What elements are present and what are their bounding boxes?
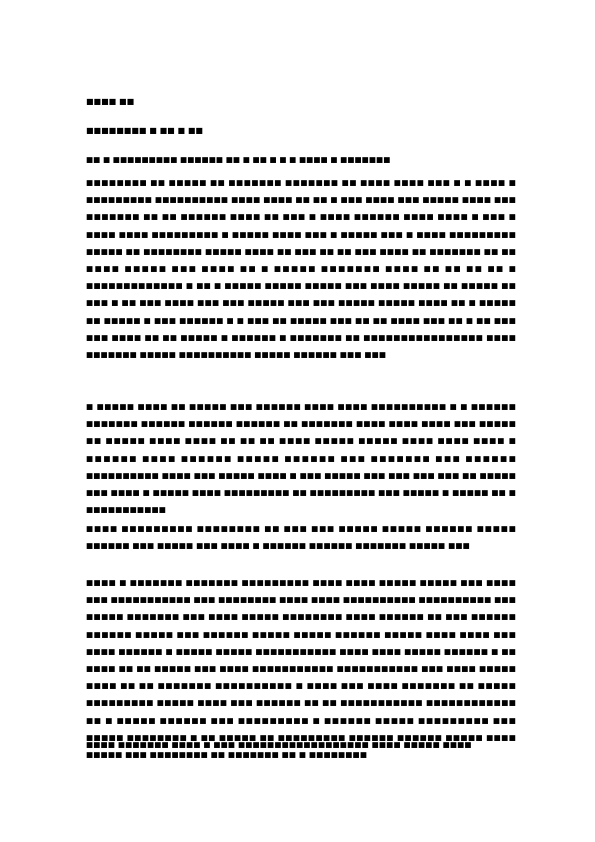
body-paragraph-1: ■■■■■■■■ ■■ ■■■■■ ■■ ■■■■■■■ ■■■■■■■ ■■ ■■■■ ■■■■ ■■■ ■ ■ ■■■■ ■ ■■■■■■■■■ ■■■■■■■■■■ ■■■■ ■■■■ ■■ ■■ ■ ■■■ ■■■■ ■■■ ■■■■■ ■■■■ ■■■ ■■■■■■■ ■■ ■■ ■■■■■■ ■■■■ ■■ ■■■ ■ ■■■■ ■■■■■■ ■■■■ ■■■■ ■ ■■■ ■ ■■■■ ■■■■ ■■■■■■■■■ ■ ■■■■■ ■■■■ ■■■ ■ ■■■■■ ■■■ ■ ■■■■ ■■■■■■■■■ ■■■■■ ■■ ■■■■■■■■ ■■■■■ ■■■■ ■■ ■■■ ■■ ■■ ■■■ ■■■■ ■■ ■■■■■■■ ■■ ■■ ■■■■ ■■■■■ ■■■ ■■■■ ■■ ■ ■■■■■ ■■■■■■■ ■■■■ ■■ ■■ ■■ ■■ ■ ■■■■■■■■■■■■■ ■ ■■ ■ ■■■■■ ■■■■■ ■■■■■ ■■■ ■■■■ ■■■■■ ■■ ■■■■■ ■■ ■■■ ■ ■■ ■■■ ■■■■ ■■■ ■■■ ■■■■■ ■■■ ■■■ ■■■■■ ■■■■■ ■■■■ ■■ ■ ■■■■■ ■■ ■■■■■ ■ ■■■ ■■■■■■ ■ ■ ■■■ ■■ ■■■■■ ■■■ ■■ ■■ ■■■■ ■■■ ■■ ■ ■■ ■■■ ■■■ ■■■■ ■■ ■■ ■■■■■ ■ ■■■■■■ ■ ■■■■■■■ ■■ ■■■■■■■■■■■■■■■■ ■■■■ ■■■■■■■ ■■■■■ ■■■■■■■■■■ ■■■■■ ■■■■■■ ■■■ ■■■ — [86, 178, 516, 360]
body-paragraph-2: ■ ■■■■■ ■■■■ ■■ ■■■■■ ■■■ ■■■■■■ ■■■■ ■■■■ ■■■■■■■■■■ ■ ■ ■■■■■■ ■■■■■■■ ■■■■■■ ■■■■■■ ■■■■■■ ■■ ■■■■■■■ ■■■■ ■■■■ ■■■■ ■■■ ■■■■■ ■■ ■■■■■ ■■■■ ■■■■ ■■ ■■ ■■ ■■■■ ■■■■■ ■■■■■ ■■■■ ■■■■ ■■■■ ■ ■■■■■■ ■■■■ ■■■■■■ ■■■■■ ■■■■■■ ■■■ ■■■■■■■ ■■■ ■■■■■■ ■■■■■■■■■■ ■■■■ ■■■ ■■■■■ ■■■■ ■ ■■■ ■■■■■ ■■■ ■■■ ■■■ ■■■ ■■ ■■■■■ ■■■ ■■■■ ■ ■■■■■ ■■■■ ■■■■■■■■■ ■■ ■■■■■■■■■ ■■■ ■■■■■ ■ ■■■■■ ■■ ■ ■■■■■■■■■■■ — [86, 402, 516, 515]
body-paragraph-4: ■■■■ ■ ■■■■■■■ ■■■■■■■ ■■■■■■■■■ ■■■■ ■■■■ ■■■■■ ■■■■■ ■■■ ■■■■ ■■■ ■■■■■■■■■■■ ■■■ ■■■■■■■■ ■■■■ ■■■■ ■■■■■■■■■■ ■■■■■■■■■■ ■■■ ■■■■■ ■■■■■■■ ■■■ ■■■■ ■■■■■ ■■■■■■■■ ■■■■ ■■■■■■ ■■ ■■■ ■■■■■■ ■■■■■■ ■■■■■ ■■■ ■■■■■■ ■■■■■ ■■■■■ ■■■■■■ ■■■■■ ■■■■ ■■■■ ■■■ ■■■■ ■■■■■■ ■ ■■■■■ ■■■■■ ■■■■■■■■■■■ ■■■■ ■■■■ ■■■■■ ■■■■■■ ■ ■■ ■■■■ ■■ ■■ ■■■■■ ■■■ ■■■■ ■■■■■■■■■■■ ■■■■■■■■■■■ ■■■ ■■■■ ■■■■■ ■■■■ ■■ ■■ ■■■■■■■ ■■■■■■■■■■ ■ ■■■■ ■■■ ■■■■ ■■■■■■■ ■■ ■■■■■ ■■■■■■■■■ ■■■■■ ■■■■ ■■■ ■■■■■■ ■■ ■■ ■■■■■■■■■■■ ■■■■■■■■■■■■ ■■ ■ ■■■■■ ■■■■■■ ■■■ ■■■■■■■■■ ■ ■■■■■■ ■■■■■ ■■■■■■■■■ ■■■ ■■■■■ ■■■■■■■■ ■ ■■ ■■■■■ ■■ ■■■■■■■■■ ■■■■■■ ■■■■■■ ■■■■■ ■■■■ ■■■■■ ■■■ ■■■■■■■■ ■■ ■■■■■■■ ■■ ■ ■■■■■■■■ — [86, 578, 516, 760]
document-header-line-1: ■■■■ ■■ — [86, 97, 135, 106]
document-subject-line: ■■ ■ ■■■■■■■■■ ■■■■■■ ■■ ■ ■■ ■ ■ ■ ■■■■ ■ ■■■■■■■ — [86, 155, 391, 164]
body-paragraph-3: ■■■■ ■■■■■■■■■ ■■■■■■■■ ■■ ■■■ ■■■ ■■■■■ ■■■■■ ■■■■■■ ■■■■■ ■■■■■■ ■■■ ■■■■■ ■■■ ■■■■ ■ ■■■■■■ ■■■■■■ ■■■■■■■ ■■■■■ ■■■ — [86, 524, 516, 551]
document-header-line-2: ■■■■■■■■ ■ ■■ ■ ■■ — [86, 126, 203, 135]
body-paragraph-5: ■■■■ ■■■■■■■ ■■■■ ■ ■■■ ■■■■■■■■■■■■■■■■■■ ■■■■ ■■■■■ ■■■■ — [86, 740, 472, 749]
